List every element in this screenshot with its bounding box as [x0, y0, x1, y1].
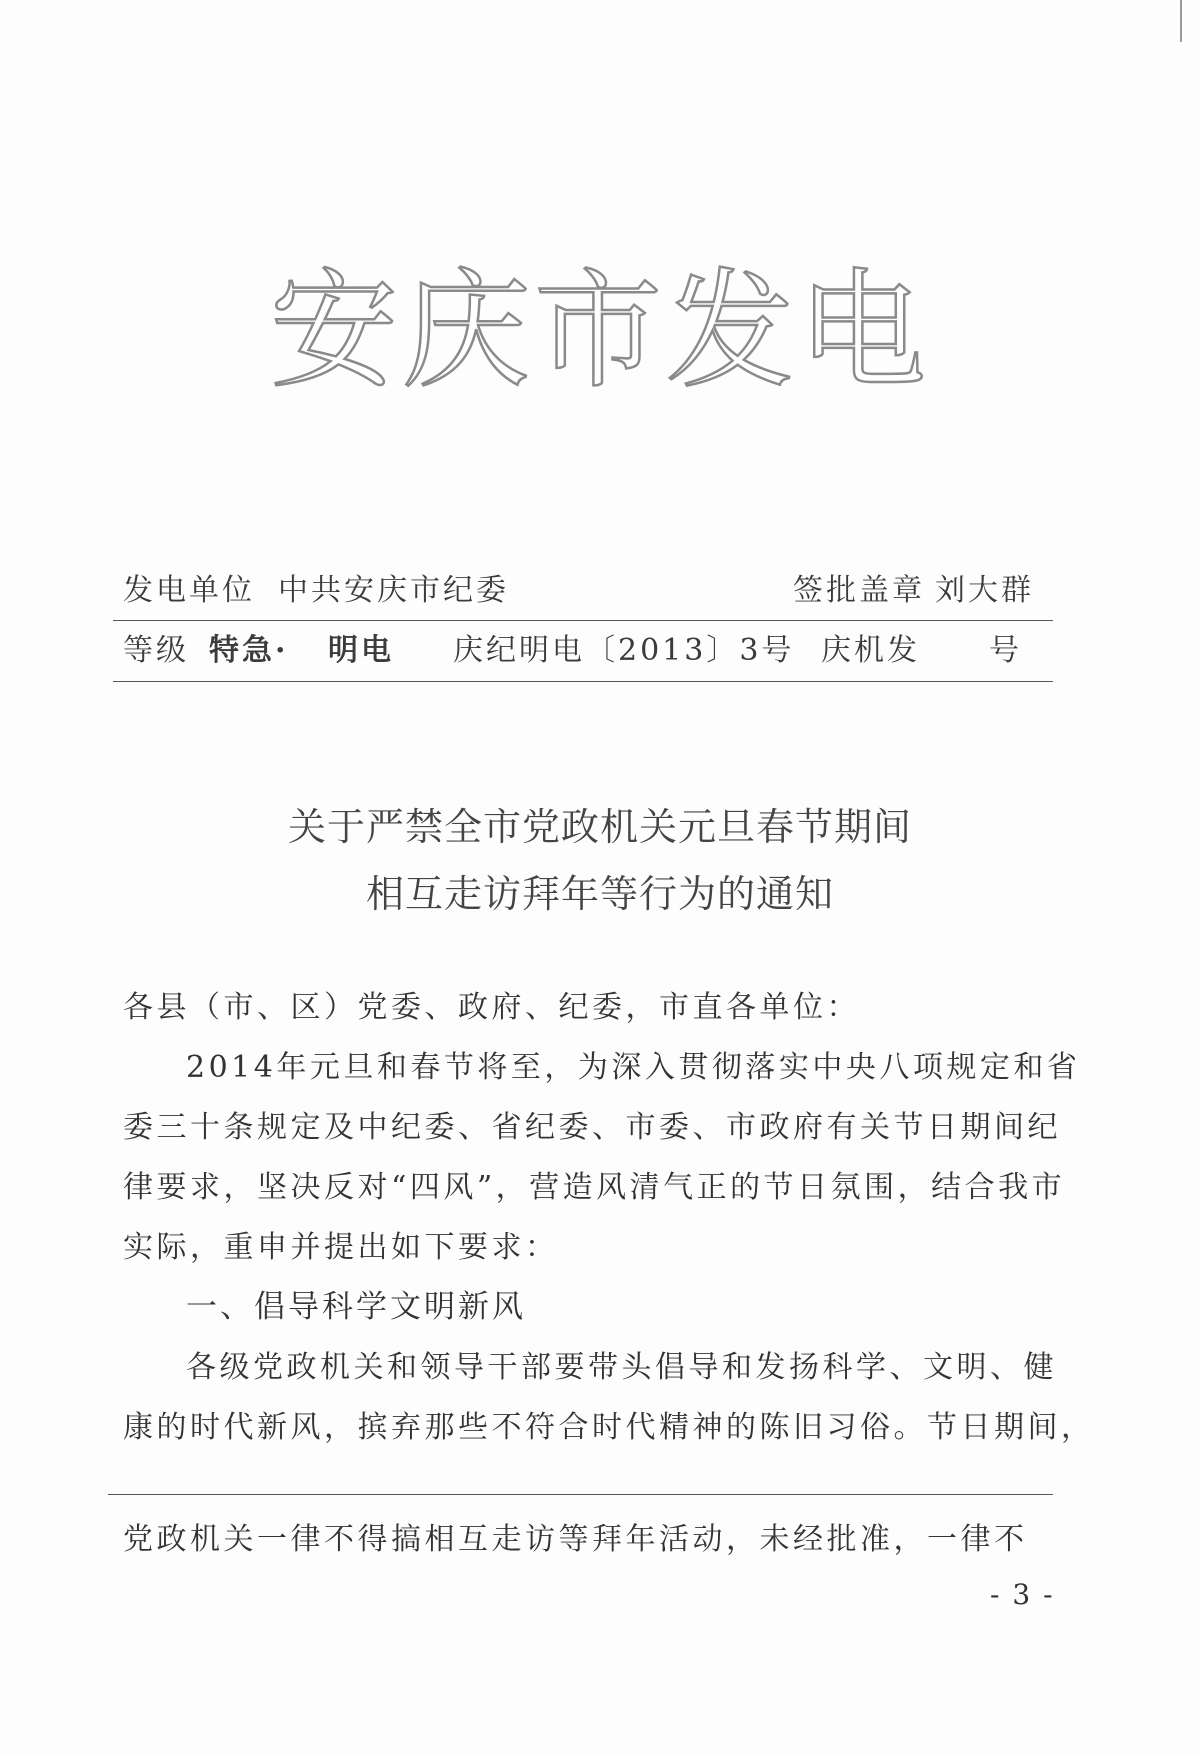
continuation-line: 党政机关一律不得搞相互走访等拜年活动，未经批准，一律不 — [123, 1522, 1028, 1557]
para1-line-3: 律要求，坚决反对“四风”，营造风清气正的节日氛围，结合我市 — [123, 1170, 1066, 1205]
sign-label: 签批盖章 — [793, 573, 925, 608]
level-value: 特急· — [209, 633, 289, 668]
doc-number: 庆纪明电〔2013〕3号 — [453, 633, 795, 668]
para1-line-2: 委三十条规定及中纪委、省纪委、市委、市政府有关节日期间纪 — [123, 1110, 1061, 1145]
sender-label: 发电单位 — [123, 573, 255, 608]
header-rule-2 — [113, 681, 1053, 682]
footer-rule — [108, 1494, 1053, 1495]
dispatch-label: 庆机发 — [821, 633, 920, 668]
para2-line-2: 康的时代新风，摈弃那些不符合时代精神的陈旧习俗。节日期间， — [123, 1410, 1095, 1445]
sender-value: 中共安庆市纪委 — [278, 573, 509, 608]
document-title-line-2: 相互走访拜年等行为的通知 — [365, 872, 834, 916]
telegram-masthead: 安庆市发电 — [269, 257, 930, 406]
page-number: - 3 - — [990, 1578, 1055, 1611]
addressee-line: 各县（市、区）党委、政府、纪委，市直各单位： — [123, 990, 860, 1025]
sign-value: 刘大群 — [935, 573, 1034, 608]
document-title-line-1: 关于严禁全市党政机关元旦春节期间 — [287, 805, 912, 849]
level-label: 等级 — [123, 633, 189, 668]
para1-line-1: 2014年元旦和春节将至，为深入贯彻落实中央八项规定和省 — [186, 1050, 1081, 1085]
level-type: 明电 — [328, 633, 394, 668]
para1-line-4: 实际，重申并提出如下要求： — [123, 1230, 559, 1265]
dispatch-suffix: 号 — [989, 633, 1022, 668]
para2-line-1: 各级党政机关和领导干部要带头倡导和发扬科学、文明、健 — [186, 1350, 1057, 1385]
header-rule-1 — [113, 620, 1053, 621]
scan-edge-mark — [1180, 0, 1182, 42]
section-1-heading: 一、倡导科学文明新风 — [186, 1289, 526, 1325]
